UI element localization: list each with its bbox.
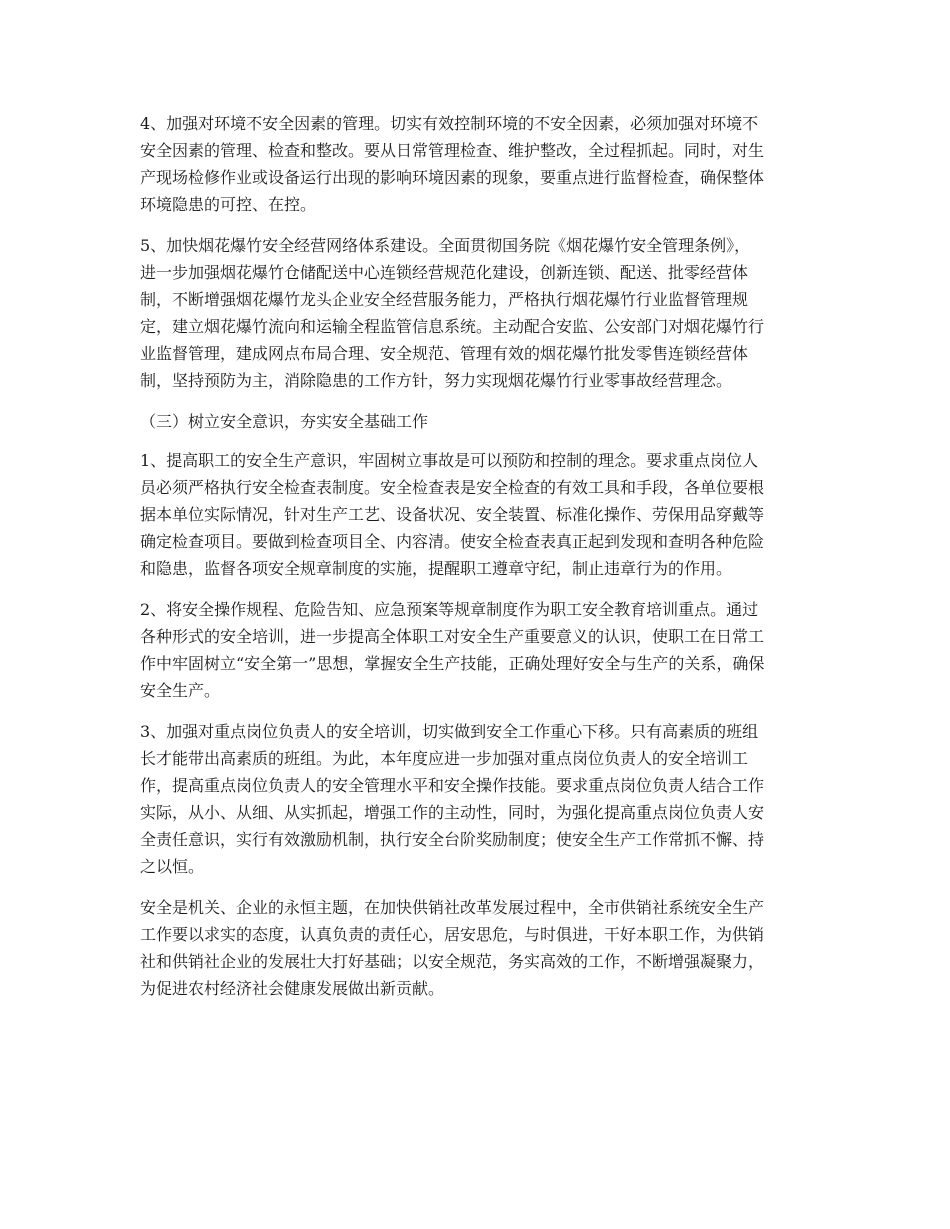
paragraph-environment-safety (140, 110, 812, 218)
text-line: 业监督管理，建成网点布局合理、安全规范、管理有效的烟花爆竹批发零售连锁经营体 (140, 344, 749, 363)
text-line: 安全生产。 (140, 681, 221, 700)
text-line: 工作要以求实的态度，认真负责的责任心，居安思危，与时俱进，干好本职工作，为供销 (140, 925, 765, 944)
text-line: 社和供销社企业的发展壮大打好基础；以安全规范，务实高效的工作，不断增强凝聚力， (140, 952, 765, 971)
paragraph-fireworks-network (140, 232, 812, 394)
text-line: 作，提高重点岗位负责人的安全管理水平和安全操作技能。要求重点岗位负责人结合工作 (140, 776, 765, 795)
text-line: 作中牢固树立“安全第一”思想，掌握安全生产技能，正确处理好安全与生产的关系，确保 (140, 654, 765, 673)
text-line: 4、加强对环境不安全因素的管理。切实有效控制环境的不安全因素，必须加强对环境不 (140, 114, 759, 133)
text-line: 制，不断增强烟花爆竹龙头企业安全经营服务能力，严格执行烟花爆竹行业监督管理规 (140, 290, 749, 309)
text-line: 环境隐患的可控、在控。 (140, 195, 317, 214)
text-line: 3、加强对重点岗位负责人的安全培训，切实做到安全工作重心下移。只有高素质的班组 (140, 722, 759, 741)
text-line: 之以恒。 (140, 857, 205, 876)
text-line: 2、将安全操作规程、危险告知、应急预案等规章制度作为职工安全教育培训重点。通过 (140, 600, 759, 619)
text-line: 各种形式的安全培训，进一步提高全体职工对安全生产重要意义的认识，使职工在日常工 (140, 627, 765, 646)
document-page (140, 110, 812, 1016)
section-heading: （三）树立安全意识，夯实安全基础工作 (140, 412, 429, 431)
text-line: 长才能带出高素质的班组。为此，本年度应进一步加强对重点岗位负责人的安全培训工 (140, 749, 749, 768)
text-line: 安全因素的管理、检查和整改。要从日常管理检查、维护整改，全过程抓起。同时，对生 (140, 141, 765, 160)
text-line: 进一步加强烟花爆竹仓储配送中心连锁经营规范化建设，创新连锁、配送、批零经营体 (140, 263, 749, 282)
text-line: 确定检查项目。要做到检查项目全、内容清。使安全检查表真正起到发现和查明各种危险 (140, 532, 765, 551)
paragraph-safety-training (140, 596, 812, 704)
text-line: 安全是机关、企业的永恒主题，在加快供销社改革发展过程中，全市供销社系统安全生产 (140, 898, 765, 917)
text-line: 产现场检修作业或设备运行出现的影响环境因素的现象，要重点进行监督检查，确保整体 (140, 168, 765, 187)
text-line: 定，建立烟花爆竹流向和运输全程监管信息系统。主动配合安监、公安部门对烟花爆竹行 (140, 317, 765, 336)
text-line: 员必须严格执行安全检查表制度。安全检查表是安全检查的有效工具和手段，各单位要根 (140, 478, 765, 497)
text-line: 实际，从小、从细、从实抓起，增强工作的主动性，同时，为强化提高重点岗位负责人安 (140, 803, 765, 822)
text-line: 和隐患，监督各项安全规章制度的实施，提醒职工遵章守纪，制止违章行为的作用。 (140, 559, 733, 578)
text-line: 1、提高职工的安全生产意识，牢固树立事故是可以预防和控制的理念。要求重点岗位人 (140, 451, 759, 470)
text-line: 全责任意识，实行有效激励机制，执行安全台阶奖励制度；使安全生产工作常抓不懈、持 (140, 830, 765, 849)
text-line: 为促进农村经济社会健康发展做出新贡献。 (140, 979, 445, 998)
text-line: 据本单位实际情况，针对生产工艺、设备状况、安全装置、标准化操作、劳保用品穿戴等 (140, 505, 765, 524)
text-line: 5、加快烟花爆竹安全经营网络体系建设。全面贯彻国务院《烟花爆竹安全管理条例》， (140, 236, 751, 255)
paragraph-conclusion (140, 894, 812, 1002)
paragraph-safety-awareness (140, 447, 812, 582)
paragraph-key-post-training (140, 718, 812, 880)
text-line: 制，坚持预防为主，消除隐患的工作方针，努力实现烟花爆竹行业零事故经营理念。 (140, 371, 733, 390)
